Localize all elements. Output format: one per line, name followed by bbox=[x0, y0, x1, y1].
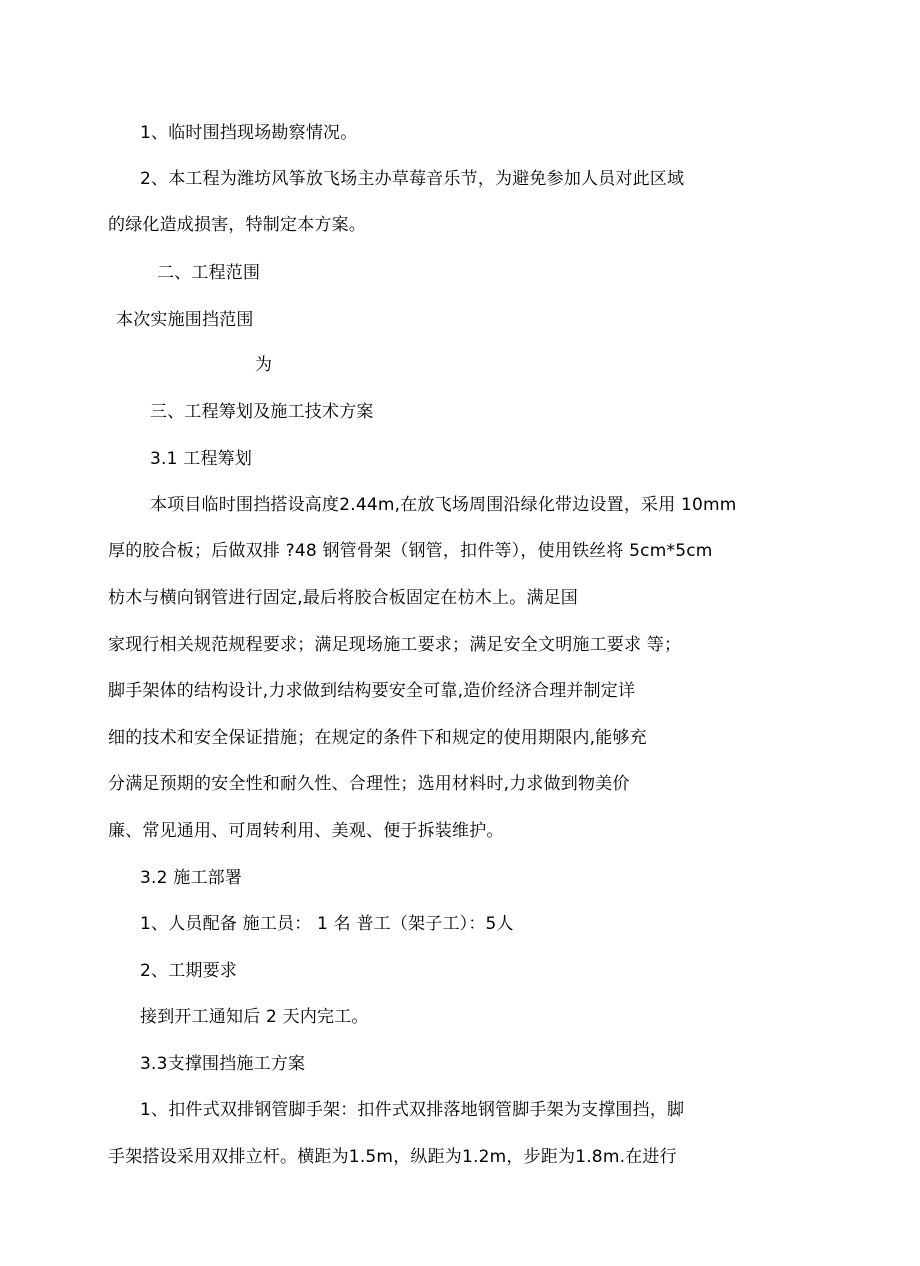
item-schedule: 2、工期要求 bbox=[140, 961, 238, 981]
paragraph-line: 本项目临时围挡搭设高度2.44m,在放飞场周围沿绿化带边设置，采用 10mm bbox=[150, 495, 737, 515]
paragraph-line: 厚的胶合板；后做双排 ?48 钢管骨架（钢管，扣件等），使用铁丝将 5cm*5cm bbox=[108, 541, 713, 561]
paragraph-line: 家现行相关规范规程要求；满足现场施工要求；满足安全文明施工要求 等； bbox=[108, 635, 682, 655]
item-staffing: 1、人员配备 施工员： 1 名 普工（架子工）：5人 bbox=[140, 914, 514, 934]
section-heading-scope: 二、工程范围 bbox=[157, 263, 261, 283]
paragraph-line: 枋木与横向钢管进行固定,最后将胶合板固定在枋木上。满足国 bbox=[108, 588, 579, 608]
item-site-survey: 1、临时围挡现场勘察情况。 bbox=[140, 123, 358, 143]
item-project-purpose: 2、本工程为潍坊风筝放飞场主办草莓音乐节，为避免参加人员对此区域 bbox=[140, 169, 685, 189]
schedule-text: 接到开工通知后 2 天内完工。 bbox=[140, 1007, 369, 1027]
item-scaffold-cont: 手架搭设采用双排立杆。横距为1.5m，纵距为1.2m，步距为1.8m.在进行 bbox=[108, 1147, 677, 1167]
item-scaffold: 1、扣件式双排钢管脚手架：扣件式双排落地钢管脚手架为支撑围挡，脚 bbox=[140, 1100, 685, 1120]
subsection-heading-3-2: 3.2 施工部署 bbox=[140, 868, 243, 888]
paragraph-line: 脚手架体的结构设计,力求做到结构要安全可靠,造价经济合理并制定详 bbox=[108, 681, 636, 701]
scope-text-cont: 为 bbox=[255, 355, 273, 375]
paragraph-line: 廉、常见通用、可周转利用、美观、便于拆装维护。 bbox=[108, 821, 504, 841]
paragraph-line: 细的技术和安全保证措施；在规定的条件下和规定的使用期限内,能够充 bbox=[108, 728, 647, 748]
subsection-heading-3-1: 3.1 工程筹划 bbox=[150, 449, 253, 469]
scope-text: 本次实施围挡范围 bbox=[116, 310, 254, 330]
item-project-purpose-cont: 的绿化造成损害，特制定本方案。 bbox=[108, 215, 366, 235]
subsection-heading-3-3: 3.3支撑围挡施工方案 bbox=[140, 1054, 306, 1074]
section-heading-planning: 三、工程筹划及施工技术方案 bbox=[150, 402, 374, 422]
paragraph-line: 分满足预期的安全性和耐久性、合理性；选用材料时,力求做到物美价 bbox=[108, 774, 630, 794]
